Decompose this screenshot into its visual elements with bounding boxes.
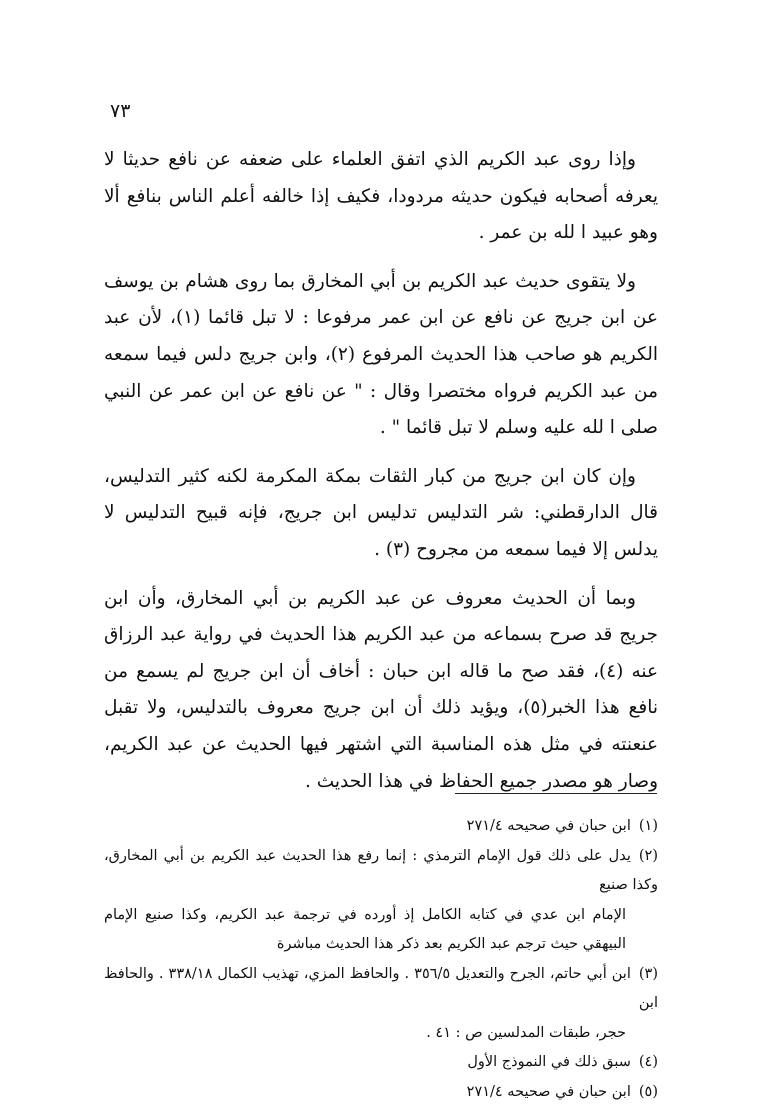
footnote-text: ابن أبي حاتم، الجرح والتعديل ٣٥٦/٥ . والحافظ المزي، تهذيب الكمال ٣٣٨/١٨ . والحافظ ابن xyxy=(104,965,658,1011)
footnote-text: يدل على ذلك قول الإمام الترمذي : إنما رفع هذا الحديث عبد الكريم بن أبي المخارق، وكذا صنيع xyxy=(104,847,658,893)
footnotes xyxy=(104,812,658,1107)
paragraph-3: وإن كان ابن جريج من كبار الثقات بمكة المكرمة لكنه كثير التدليس، قال الدارقطني: شر التدليس تدليس ابن جريج، فإنه قبيح التدليس لا يدلس إلا فيما سمعه من مجروح (٣) . xyxy=(104,465,658,560)
footnote-3 xyxy=(104,960,658,1049)
footnote-number: (٤) xyxy=(638,1054,658,1070)
footnote-1 xyxy=(104,812,658,842)
paragraph-4: وبما أن الحديث معروف عن عبد الكريم بن أبي المخارق، وأن ابن جريج قد صرح بسماعه من عبد الكريم هذا الحديث في رواية عبد الرزاق عنه (٤)، فقد صح ما قاله ابن حبان : أخاف أن ابن جريج لم يسمع من نافع هذا الخبر(٥)، ويؤيد ذلك أن ابن جريج معروف بالتدليس، ولا تقبل عنعنته في مثل هذه المناسبة التي اشتهر فيها الحديث عن عبد الكريم، وصار هو مصدر جميع الحفاظ في هذا الحديث . xyxy=(104,587,658,792)
footnote-number: (٢) xyxy=(638,847,658,864)
main-text xyxy=(104,142,658,812)
footnote-continuation: حجر، طبقات المدلسين ص : ٤١ . xyxy=(426,1024,626,1041)
paragraph-1: وإذا روى عبد الكريم الذي اتفق العلماء على ضعفه عن نافع حديثا لا يعرفه أصحابه فيكون حديثه مردودا، فكيف إذا خالفه أعلم الناس بنافع ألا وهو عبيد ا لله بن عمر . xyxy=(104,149,658,244)
footnote-text: ابن حبان في صحيحه ٢٧١/٤ xyxy=(466,818,631,834)
footnote-number: (١) xyxy=(638,818,658,834)
footnote-text: سبق ذلك في النموذج الأول xyxy=(467,1054,631,1070)
footnote-number: (٣) xyxy=(638,965,658,982)
footnote-4 xyxy=(104,1048,658,1078)
footnote-text: ابن حبان في صحيحه ٢٧١/٤ xyxy=(466,1083,631,1100)
footnote-5 xyxy=(104,1078,658,1108)
footnote-number: (٥) xyxy=(638,1083,658,1100)
paragraph-2: ولا يتقوى حديث عبد الكريم بن أبي المخارق بما روى هشام بن يوسف عن ابن جريج عن نافع عن ابن عمر مرفوعا : لا تبل قائما (١)، لأن عبد الكريم هو صاحب هذا الحديث المرفوع (٢)، وابن جريج دلس فيما سمعه من عبد الكريم فرواه مختصرا وقال : " عن نافع عن ابن عمر عن النبي صلى ا لله عليه وسلم لا تبل قائما " . xyxy=(104,270,658,439)
footnote-separator xyxy=(455,793,657,794)
page-number: ٧٣ xyxy=(110,100,131,122)
footnote-continuation: الإمام ابن عدي في كتابه الكامل إذ أورده في ترجمة عبد الكريم، وكذا صنيع الإمام البيهقي حيث ترجم عبد الكريم بعد ذكر هذا الحديث مباشرة xyxy=(104,906,626,952)
footnote-2 xyxy=(104,842,658,960)
